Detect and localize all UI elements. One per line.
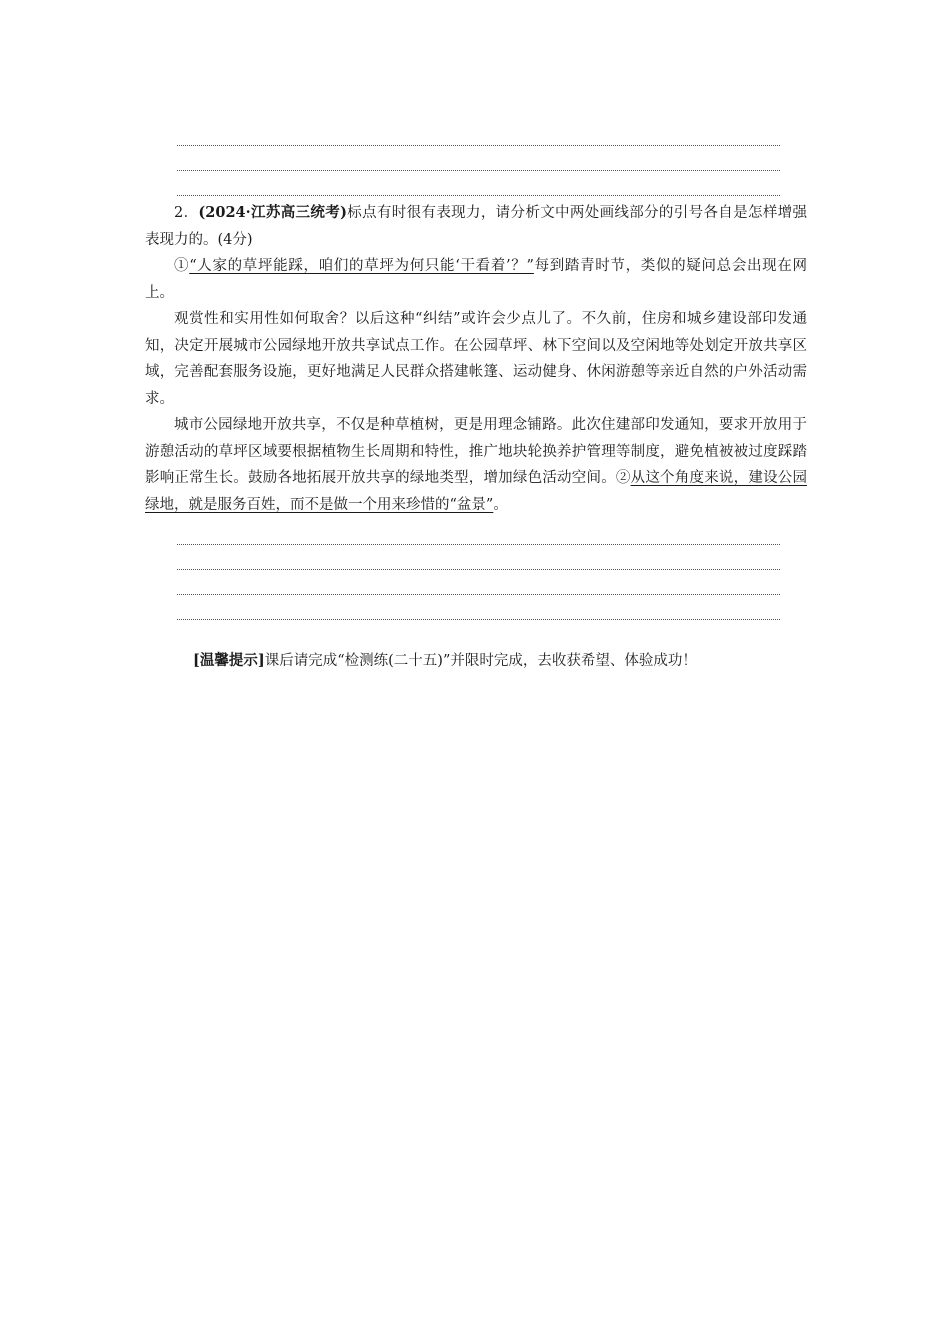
question-number: 2． [174,205,199,221]
warm-tip [145,648,845,674]
underlined-quote-1: “人家的草坪能踩，咱们的草坪为何只能‘干看着’？” [189,258,534,274]
passage-paragraph-1 [145,253,807,306]
paragraph-3-end: 。 [493,496,508,513]
tip-text: 课后请完成“检测练(二十五)”并限时完成，去收获希望、体验成功！ [264,653,697,669]
answer-line [177,145,780,146]
underlined-quote-2: 从这个角度来说，建设公园绿地，就是服务百姓，而不是做一个用来珍惜的“盆景” [145,470,807,513]
answer-line [177,544,780,545]
question-source: (2024·江苏高三统考) [198,204,347,221]
question-block [145,200,807,518]
passage-paragraph-3 [145,412,807,518]
question-text: 标点有时很有表现力，请分析文中两处画线部分的引号各自是怎样增强表现力的。(4分) [145,205,807,248]
answer-line [177,170,780,171]
question-prompt [145,200,807,253]
paragraph-1-rest: 每到踏青时节，类似的疑问总会出现在网上。 [145,258,808,301]
marker-1: ① [174,258,190,274]
passage-paragraph-2: 观赏性和实用性如何取舍？以后这种“纠结”或许会少点儿了。不久前，住房和城乡建设部印发通知，决定开展城市公园绿地开放共享试点工作。在公园草坪、林下空间以及空闲地等处划定开放共享区域，完善配套服务设施，更好地满足人民群众搭建帐篷、运动健身、休闲游憩等亲近自然的户外活动需求。 [145,311,807,407]
answer-line [177,619,780,620]
tip-label: [温馨提示] [193,652,265,669]
marker-2: ② [615,470,631,486]
answer-line [177,594,780,595]
paragraph-3-lead: 城市公园绿地开放共享，不仅是种草植树，更是用理念铺路。此次住建部印发通知，要求开放用于游憩活动的草坪区域要根据植物生长周期和特性，推广地块轮换养护管理等制度，避免植被被过度踩踏影响正常生长。鼓励各地拓展开放共享的绿地类型，增加绿色活动空间。 [145,417,807,486]
answer-line [177,195,780,196]
answer-line [177,569,780,570]
